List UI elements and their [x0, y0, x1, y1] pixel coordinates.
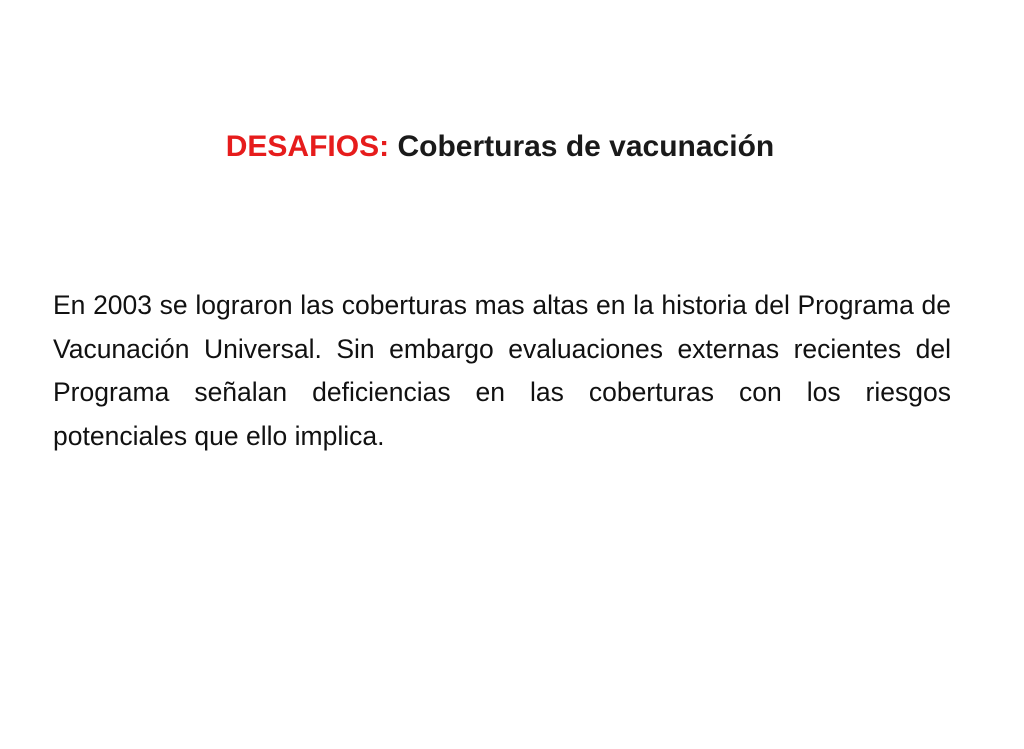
slide-title	[0, 125, 1000, 169]
title-rest: Coberturas de vacunación	[397, 130, 775, 163]
body-paragraph: En 2003 se lograron las coberturas mas altas en la historia del Programa de Vacunación Universal. Sin embargo evaluaciones externas recientes del Programa señalan deficiencias en las coberturas con los riesgos potenciales que ello implica.	[53, 290, 951, 451]
title-prefix: DESAFIOS:	[225, 130, 390, 163]
